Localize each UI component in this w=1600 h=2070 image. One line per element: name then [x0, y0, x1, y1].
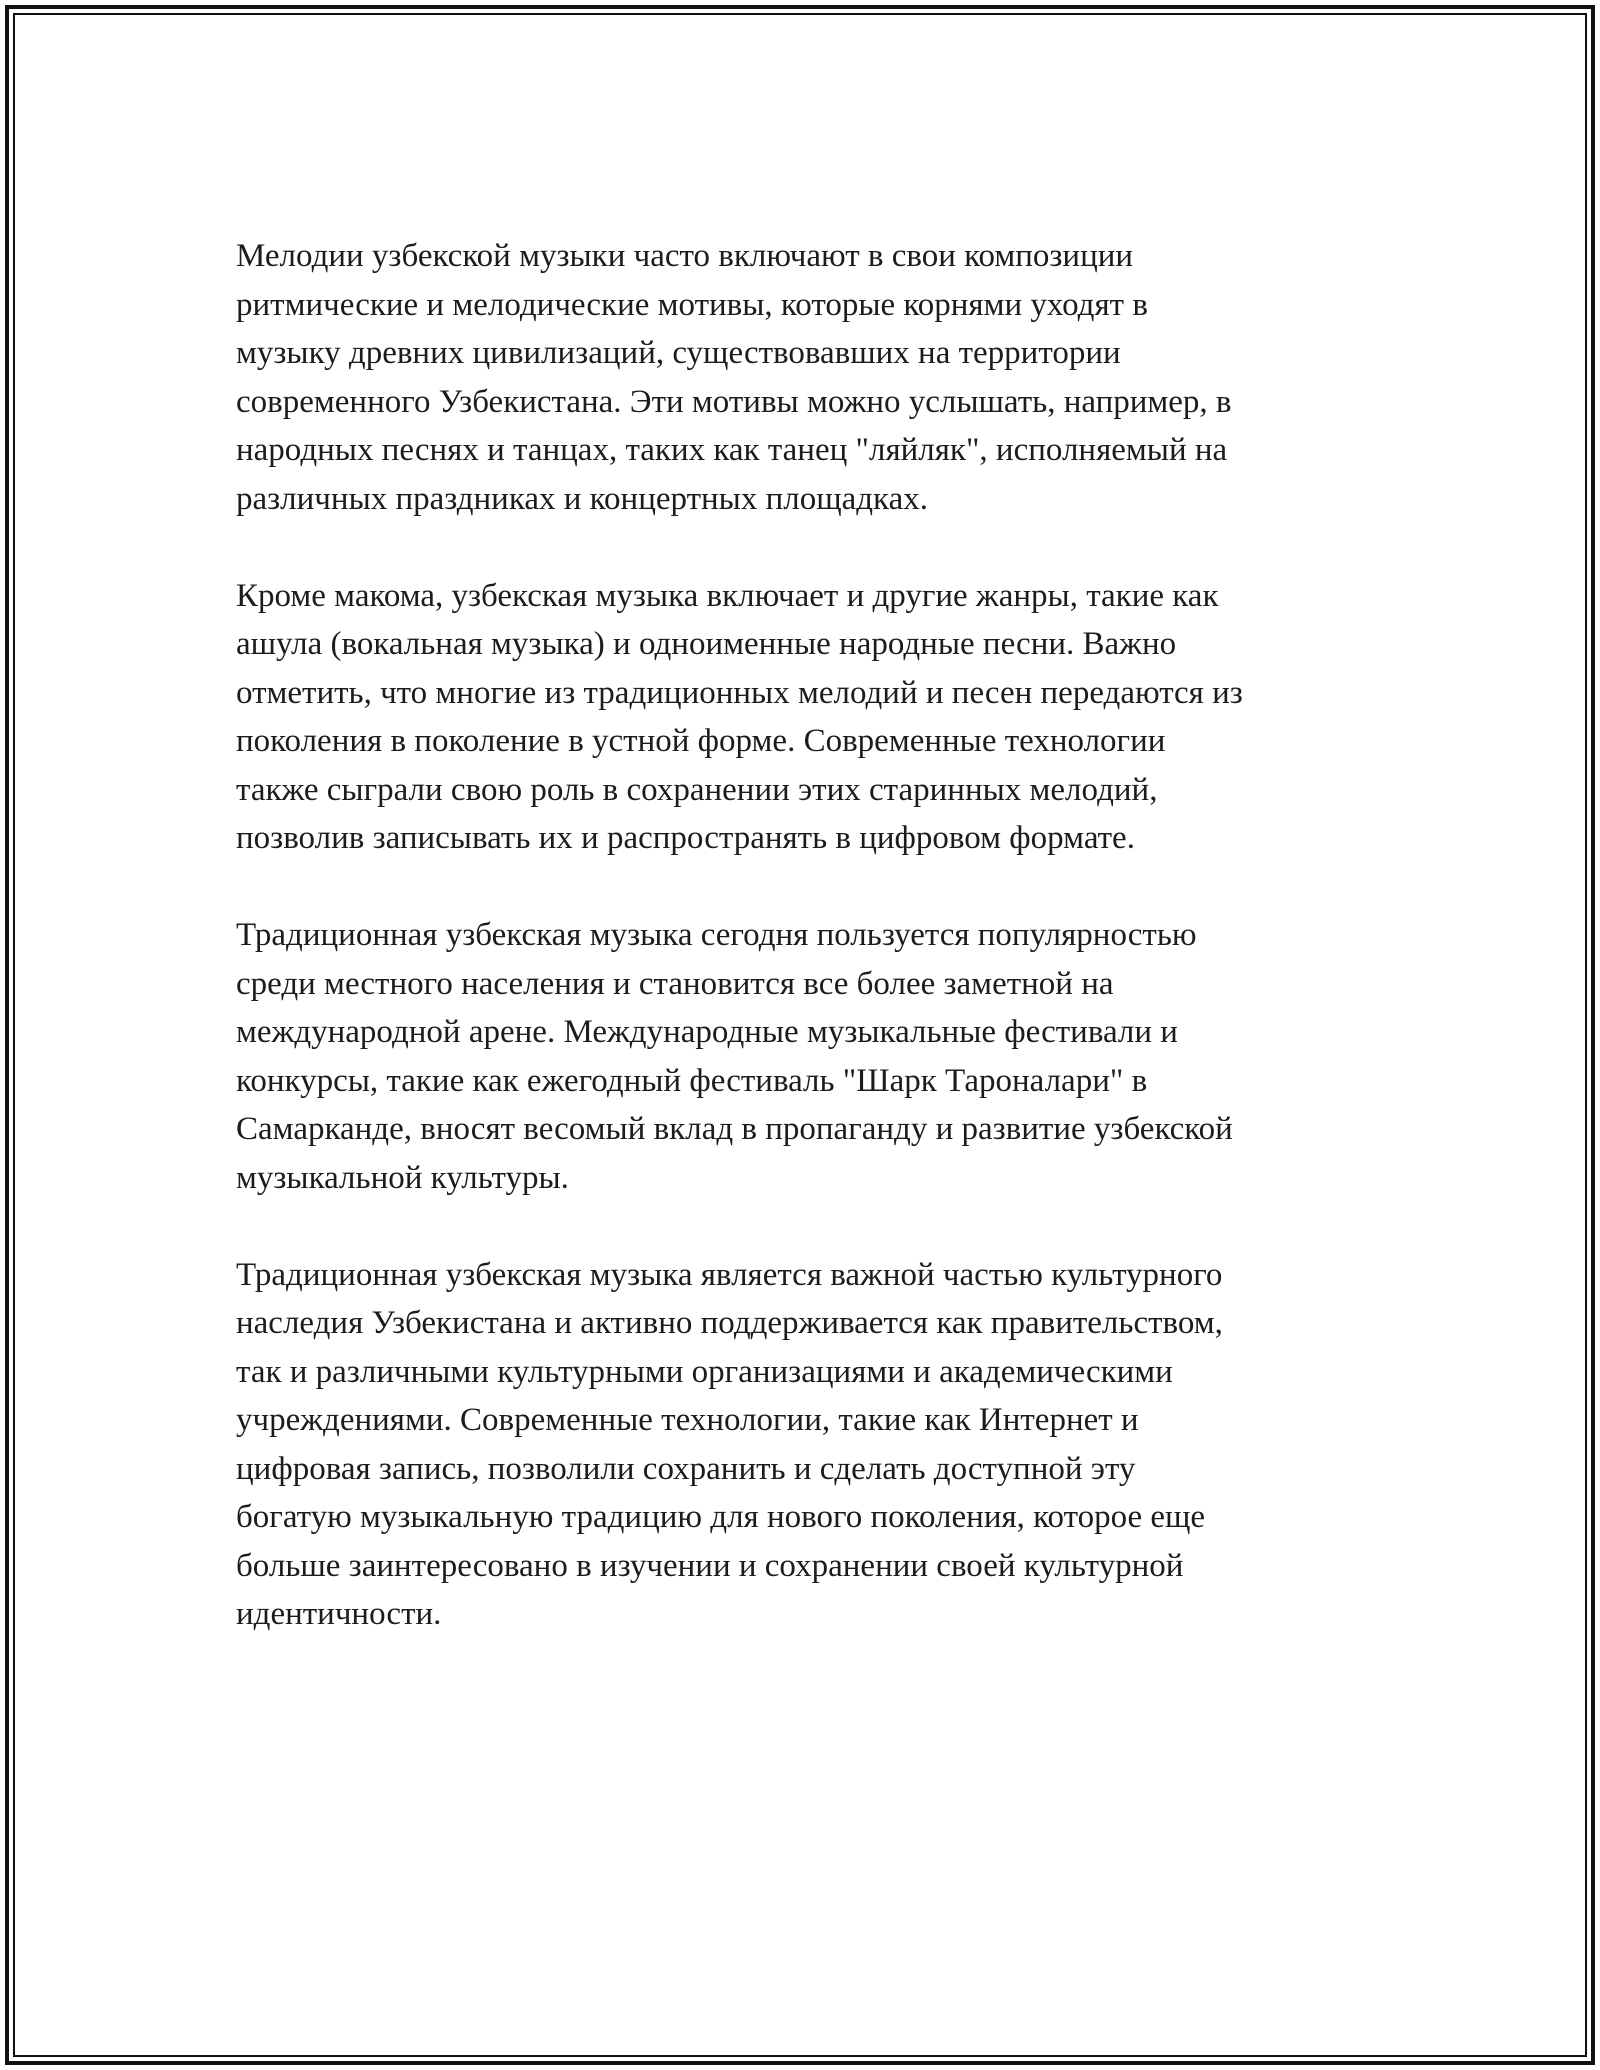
- paragraph-line: Кроме макома, узбекская музыка включает и другие жанры, такие как: [236, 577, 1219, 614]
- paragraph-1: [236, 232, 1376, 523]
- paragraph-line: конкурсы, такие как ежегодный фестиваль "Шарк Тароналари" в: [236, 1062, 1148, 1099]
- paragraph-line: идентичности.: [236, 1596, 442, 1632]
- paragraph-line: отметить, что многие из традиционных мелодий и песен передаются из: [236, 674, 1243, 711]
- paragraph-line: богатую музыкальную традицию для нового поколения, которое еще: [236, 1499, 1206, 1535]
- paragraph-3: [236, 911, 1376, 1202]
- paragraph-line: различных праздниках и концертных площадках.: [236, 480, 928, 517]
- paragraph-line: Традиционная узбекская музыка сегодня пользуется популярностью: [236, 917, 1197, 953]
- paragraph-line: среди местного населения и становится все более заметной на: [236, 965, 1114, 1002]
- paragraph-4: [236, 1251, 1376, 1639]
- paragraph-line: так и различными культурными организациями и академическими: [236, 1353, 1173, 1390]
- paragraph-line: также сыграли свою роль в сохранении этих старинных мелодий,: [236, 771, 1158, 808]
- paragraph-line: Традиционная узбекская музыка является важной частью культурного: [236, 1256, 1223, 1293]
- paragraph-2: [236, 572, 1376, 863]
- paragraph-line: наследия Узбекистана и активно поддерживается как правительством,: [236, 1305, 1223, 1341]
- paragraph-line: музыкальной культуры.: [236, 1159, 569, 1196]
- paragraph-line: цифровая запись, позволили сохранить и сделать доступной эту: [236, 1450, 1136, 1487]
- paragraph-line: Мелодии узбекской музыки часто включают в свои композиции: [236, 238, 1134, 274]
- paragraph-line: международной арене. Международные музыкальные фестивали и: [236, 1014, 1178, 1050]
- paragraph-line: больше заинтересовано в изучении и сохранении своей культурной: [236, 1547, 1184, 1584]
- paragraph-line: позволив записывать их и распространять в цифровом формате.: [236, 820, 1135, 856]
- paragraph-line: ашула (вокальная музыка) и одноименные народные песни. Важно: [236, 626, 1177, 662]
- paragraph-line: Самарканде, вносят весомый вклад в пропаганду и развитие узбекской: [236, 1111, 1233, 1147]
- paragraph-line: народных песнях и танцах, таких как танец "ляйляк", исполняемый на: [236, 432, 1228, 468]
- paragraph-line: учреждениями. Современные технологии, такие как Интернет и: [236, 1402, 1139, 1438]
- paragraph-line: ритмические и мелодические мотивы, которые корнями уходят в: [236, 286, 1148, 323]
- paragraph-line: современного Узбекистана. Эти мотивы можно услышать, например, в: [236, 383, 1232, 420]
- document-body: [236, 232, 1376, 1639]
- paragraph-line: музыку древних цивилизаций, существовавших на территории: [236, 335, 1121, 371]
- paragraph-line: поколения в поколение в устной форме. Современные технологии: [236, 723, 1166, 759]
